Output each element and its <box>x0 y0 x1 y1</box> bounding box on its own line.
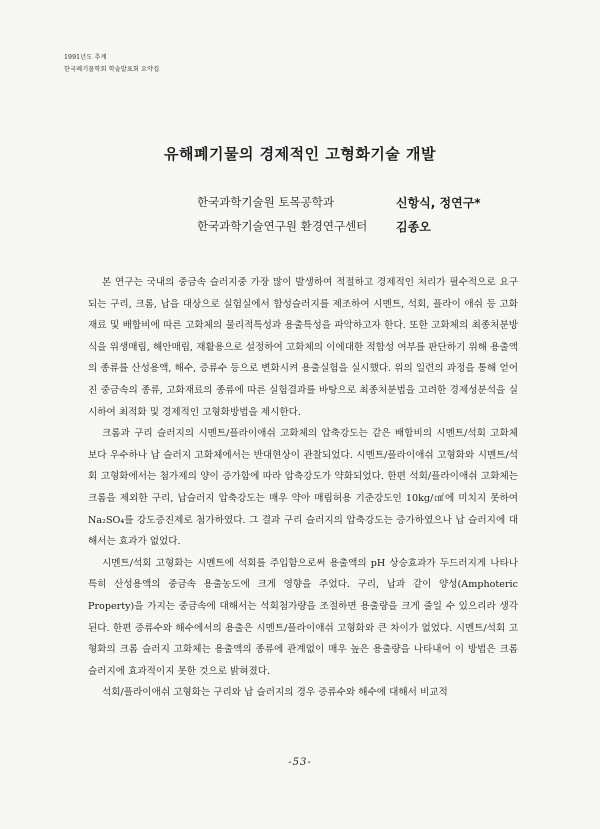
header-year-line: 1991년도 추계 <box>64 54 107 61</box>
author-row-1 <box>197 194 527 212</box>
author-names: 김종오 <box>396 220 431 234</box>
author-affiliation: 한국과학기술연구원 환경연구센터 <box>197 219 368 233</box>
paper-title: 유해폐기물의 경제적인 고형화기술 개발 <box>164 145 436 163</box>
author-names: 신항식, 정연구* <box>396 196 481 210</box>
proceedings-header <box>64 52 159 76</box>
paragraph: 시멘트/석회 고형화는 시멘트에 석회를 주입함으로써 용출액의 pH 상승효과가 두드러지게 나타나 특히 산성용액의 중금속 용출농도에 크게 영향을 주었다. 구리, 납과 같이 양성(Amphoteric Property)을 가지는 중금속에 대해서는 석회첨가량을 조절하면 용출량을 크게 줄일 수 있으리라 생각된다. 한편 증류수와 해수에서의 용출은 시멘트/플라이애쉬 고형화와 큰 차이가 없었다. 시멘트/석회 고형화의 크롬 슬러지 고화체는 용출액의 종류에 관계없이 매우 높은 용출량을 나타내어 이 방법은 크롬 슬러지에 효과적이지 못한 것으로 밝혀졌다. <box>88 557 518 677</box>
paragraph: 본 연구는 국내의 중금속 슬러지중 가장 많이 발생하여 적절하고 경제적인 처리가 필수적으로 요구되는 구리, 크롬, 납을 대상으로 실험실에서 합성슬러지를 제조하여 시멘트, 석회, 플라이 애쉬 등 고화재료 및 배합비에 따른 고화체의 물리적특성과 용출특성을 파악하고자 한다. 또한 고화체의 최종처분방식을 위생매립, 해안매립, 재활용으로 설정하여 고화체의 이에대한 적합성 여부를 판단하기 위해 용출액의 종류를 산성용액, 해수, 증류수 등으로 변화시켜 용출실험을 실시했다. 위의 일련의 과정을 통해 얻어진 중금속의 종류, 고화재료의 종류에 따른 실험결과를 바탕으로 최종처분법을 고려한 경제성분석을 실시하여 최적화 및 경제적인 고형화방법을 제시한다. <box>88 277 518 418</box>
author-affiliation: 한국과학기술원 토목공학과 <box>197 195 334 209</box>
paragraph: 석회/플라이애쉬 고형화는 구리와 납 슬러지의 경우 증류수와 해수에 대해서 비교적 <box>102 687 448 699</box>
author-row-2 <box>197 218 527 236</box>
page-number: -53- <box>288 757 312 768</box>
header-proceedings-line: 한국폐기물학회 학술발표회 요약집 <box>64 66 160 73</box>
paragraph: 크롬과 구리 슬러지의 시멘트/플라이애쉬 고화체의 압축강도는 같은 배합비의 시멘트/석회 고화체 보다 우수하나 납 슬러지 고화체에서는 반대현상이 관찰되었다. 시멘트/플라이애쉬 고형화와 시멘트/석회 고형화에서는 첨가제의 양이 증가함에 따라 압축강도가 약화되었다. 한편 석회/플라이애쉬 고화체는 크롬을 제외한 구리, 납슬러지 압축강도는 매우 약아 매립허용 기준강도인 10kg/㎠에 미치지 못하여 Na₂SO₄를 강도증진제로 첨가하였다. 그 결과 구리 슬러지의 압축강도는 증가하였으나 납 슬러지에 대해서는 효과가 없었다. <box>88 428 518 548</box>
abstract-body <box>88 272 518 704</box>
